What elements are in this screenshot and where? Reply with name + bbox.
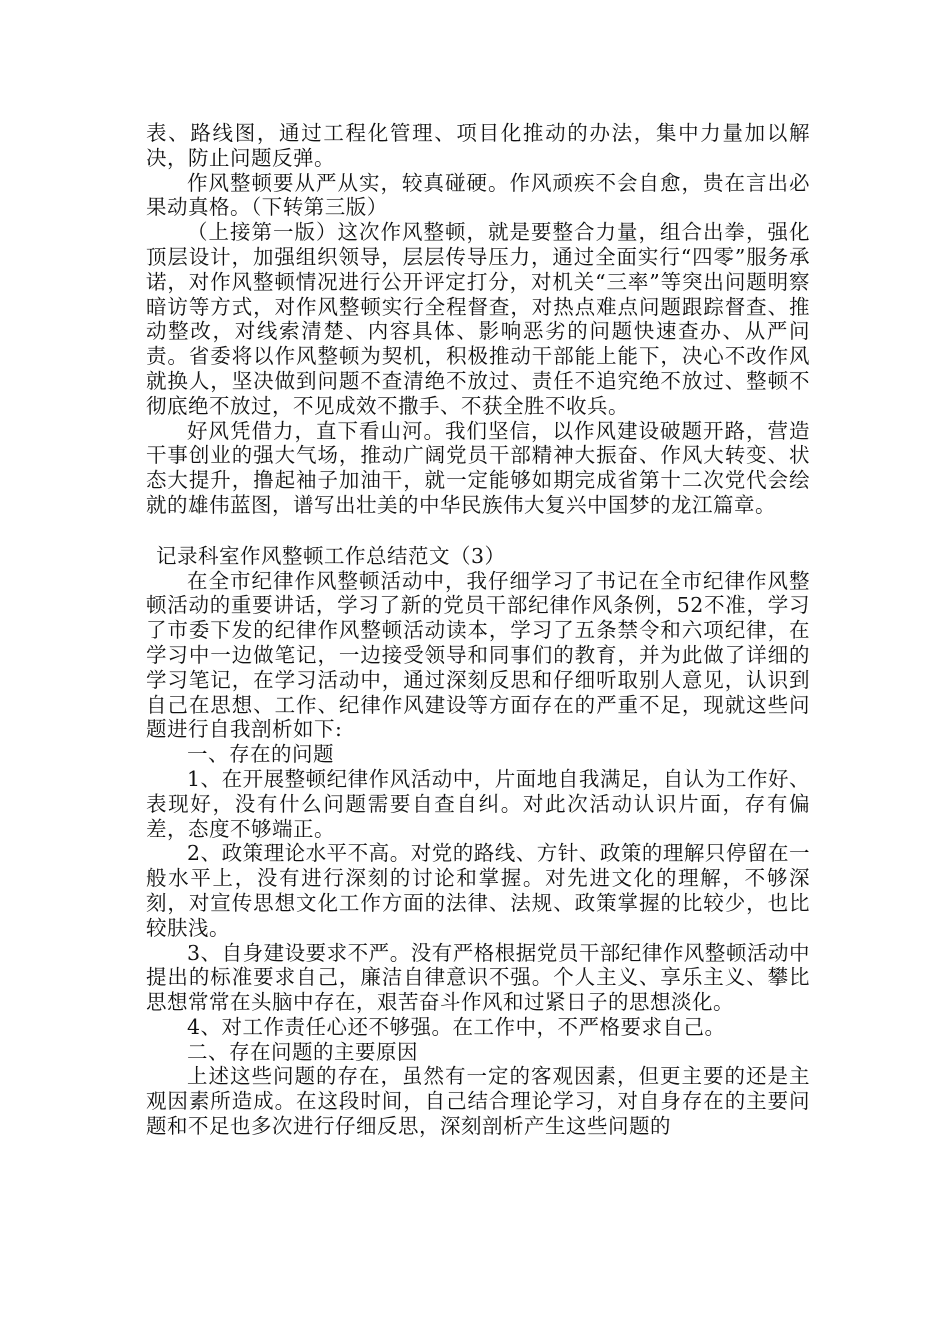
paragraph-4: 好风凭借力，直下看山河。我们坚信，以作风建设破题开路，营造干事创业的强大气场，推动广阔党员干部精神大振奋、作风大转变、状态大提升，撸起袖子加油干，就一定能够如期完成省第十二次党代会绘就的雄伟蓝图，谱写出壮美的中华民族伟大复兴中国梦的龙江篇章。 [146,418,810,517]
paragraph-1: 表、路线图，通过工程化管理、项目化推动的办法，集中力量加以解决，防止问题反弹。 [146,121,810,170]
section-paragraph-6: 上述这些问题的存在，虽然有一定的客观因素，但更主要的还是主观因素所造成。在这段时间，自己结合理论学习，对自身存在的主要问题和不足也多次进行仔细反思，深刻剖析产生这些问题的 [146,1064,810,1139]
section-paragraph-3: 2、政策理论水平不高。对党的路线、方针、政策的理解只停留在一般水平上，没有进行深刻的讨论和掌握。对先进文化的理解，不够深刻，对宣传思想文化工作方面的法律、法规、政策掌握的比较少，也比较肤浅。 [146,841,810,940]
section-paragraph-2: 1、在开展整顿纪律作风活动中，片面地自我满足，自认为工作好、表现好，没有什么问题需要自查自纠。对此次活动认识片面，存有偏差，态度不够端正。 [146,766,810,841]
section-paragraph-1: 在全市纪律作风整顿活动中，我仔细学习了书记在全市纪律作风整顿活动的重要讲话，学习了新的党员干部纪律作风条例，52不准，学习了市委下发的纪律作风整顿活动读本，学习了五条禁令和六项纪律，在学习中一边做笔记，一边接受领导和同事们的教育，并为此做了详细的学习笔记，在学习活动中，通过深刻反思和仔细听取别人意见，认识到自己在思想、工作、纪律作风建设等方面存在的严重不足，现就这些问题进行自我剖析如下: [146,568,810,742]
document-body [146,121,810,1139]
section-heading-2: 二、存在问题的主要原因 [187,1039,418,1064]
paragraph-3: （上接第一版）这次作风整顿，就是要整合力量，组合出拳，强化顶层设计，加强组织领导，层层传导压力，通过全面实行“四零”服务承诺，对作风整顿情况进行公开评定打分，对机关“三率”等突出问题明察暗访等方式，对作风整顿实行全程督查，对热点难点问题跟踪督查、推动整改，对线索清楚、内容具体、影响恶劣的问题快速查办、从严问责。省委将以作风整顿为契机，积极推动干部能上能下，决心不改作风就换人，坚决做到问题不查清绝不放过、责任不追究绝不放过、整顿不彻底绝不放过，不见成效不撒手、不获全胜不收兵。 [146,220,810,418]
section-paragraph-5: 4、对工作责任心还不够强。在工作中，不严格要求自己。 [187,1014,726,1039]
section-title: 记录科室作风整顿工作总结范文（3） [156,543,506,568]
section-paragraph-4: 3、自身建设要求不严。没有严格根据党员干部纪律作风整顿活动中提出的标准要求自己，廉洁自律意识不强。个人主义、享乐主义、攀比思想常常在头脑中存在，艰苦奋斗作风和过紧日子的思想淡化。 [146,940,810,1015]
paragraph-2: 作风整顿要从严从实，较真碰硬。作风顽疾不会自愈，贵在言出必果动真格。（下转第三版） [146,170,810,220]
section-heading-1: 一、存在的问题 [187,742,334,767]
